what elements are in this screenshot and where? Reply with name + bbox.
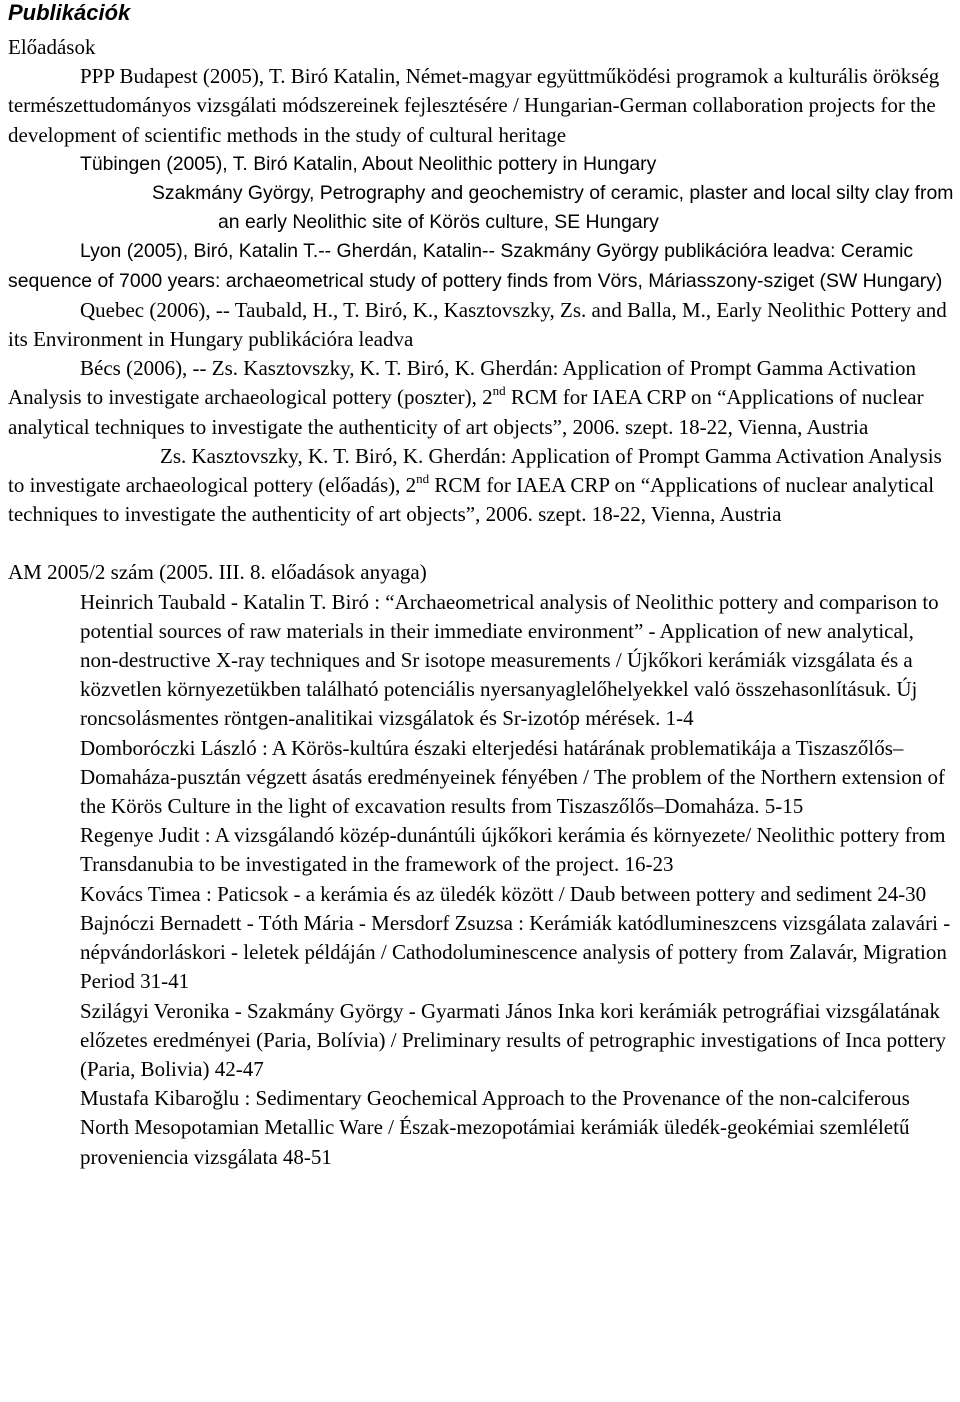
list-item: Heinrich Taubald - Katalin T. Biró : “Archaeometrical analysis of Neolithic pottery and comparison to potential sources of raw materials in their immediate environment” - Application of new analytical, non-destructive X-ray techniques and Sr isotope measurements / Újkőkori kerámiák vizsgálata és a közvetlen környezetükben található potenciális nyersanyaglelőhelyekkel való összehasonlításuk. Új roncsolásmentes röntgen-analitikai vizsgálatok és Sr-izotóp mérések. 1-4: [80, 589, 939, 731]
ordinal-suffix: nd: [492, 383, 506, 399]
talk-quebec: Quebec (2006), -- Taubald, H., T. Biró, K., Kasztovszky, Zs. and Balla, M., Early Neolithic Pottery and its Environment in Hungary publikációra leadva: [8, 297, 947, 352]
talk-tubingen-line1: Tübingen (2005), T. Biró Katalin, About Neolithic pottery in Hungary: [80, 152, 657, 175]
list-item: Bajnóczi Bernadett - Tóth Mária - Mersdorf Zsuzsa : Kerámiák katódlumineszcens vizsgálata zalavári - népvándorláskori - leletek példáján / Cathodoluminescence analysis of pottery from Zalavár, Migration Period 31-41: [80, 910, 951, 994]
talk-ppp: PPP Budapest (2005), T. Biró Katalin, Német-magyar együttműködési programok a kulturális örökség természettudományos vizsgálati módszereinek fejlesztésére / Hungarian-German collaboration projects for the development of scientific methods in the study of cultural heritage: [8, 64, 940, 147]
list-item: Mustafa Kibaroğlu : Sedimentary Geochemical Approach to the Provenance of the non-calciferous North Mesopotamian Metallic Ware / Észak-mezopotámiai kerámiák üledék-geokémiai szemléletű proveniencia vizsgálata 48-51: [80, 1086, 910, 1169]
talk-tubingen: [0, 150, 960, 296]
spacer: [0, 529, 960, 558]
talk-tubingen-line2: Szakmány György, Petrography and geochemistry of ceramic, plaster and local silty clay from an early Neolithic site of Körös culture, SE Hungary: [152, 182, 954, 234]
talk-becs: [8, 354, 956, 442]
talk-zs: [8, 442, 956, 530]
talk-becs-text-cont: RCM for IAEA CRP on “Applications of nuclear analytical techniques to investigate the authenticity of art objects”, 2006. szept. 18-22, Vienna, Austria: [8, 385, 924, 439]
page-title: Publikációk: [8, 0, 131, 25]
ordinal-suffix: nd: [416, 471, 430, 487]
section-label: Előadások: [8, 35, 96, 59]
list-item: Regenye Judit : A vizsgálandó közép-dunántúli újkőkori kerámia és környezete/ Neolithic pottery from Transdanubia to be investigated in the framework of the project. 16-23: [80, 823, 946, 877]
talk-zs-text: Zs. Kasztovszky, K. T. Biró, K. Gherdán: Application of Prompt Gamma Activation Analysis to investigate archaeological pottery (előadás), 2: [8, 443, 942, 498]
list-item: Szilágyi Veronika - Szakmány György - Gyarmati János Inka kori kerámiák petrográfiai vizsgálatának előzetes eredményei (Paria, Bolívia) / Preliminary results of petrographic investigations of Inca pottery (Paria, Bolivia) 42-47: [80, 998, 946, 1081]
talk-zs-text-cont: RCM for IAEA CRP on “Applications of nuclear analytical techniques to investigate the authenticity of art objects”, 2006. szept. 18-22, Vienna, Austria: [8, 473, 935, 527]
talk-becs-text: Bécs (2006), -- Zs. Kasztovszky, K. T. Biró, K. Gherdán: Application of Prompt Gamma Activation Analysis to investigate archaeological pottery (poszter), 2: [8, 356, 916, 410]
am-heading: AM 2005/2 szám (2005. III. 8. előadások anyaga): [8, 560, 427, 585]
list-item: Kovács Timea : Paticsok - a kerámia és az üledék között / Daub between pottery and sediment 24-30: [80, 881, 927, 906]
list-item: Domboróczki László : A Körös-kultúra északi elterjedési határának problematikája a Tiszaszőlős–Domaháza-pusztán végzett ásatás eredményeinek fényében / The problem of the Northern extension of the Körös Culture in the light of excavation results from Tiszaszőlős–Domaháza. 5-15: [80, 735, 945, 819]
talk-lyon: Lyon (2005), Biró, Katalin T.-- Gherdán, Katalin-- Szakmány György publikációra leadva: Ceramic sequence of 7000 years: archaeometrical study of pottery finds from Vörs, Máriasszony-sziget (SW Hungary): [8, 240, 943, 292]
am-list: [80, 588, 956, 1172]
